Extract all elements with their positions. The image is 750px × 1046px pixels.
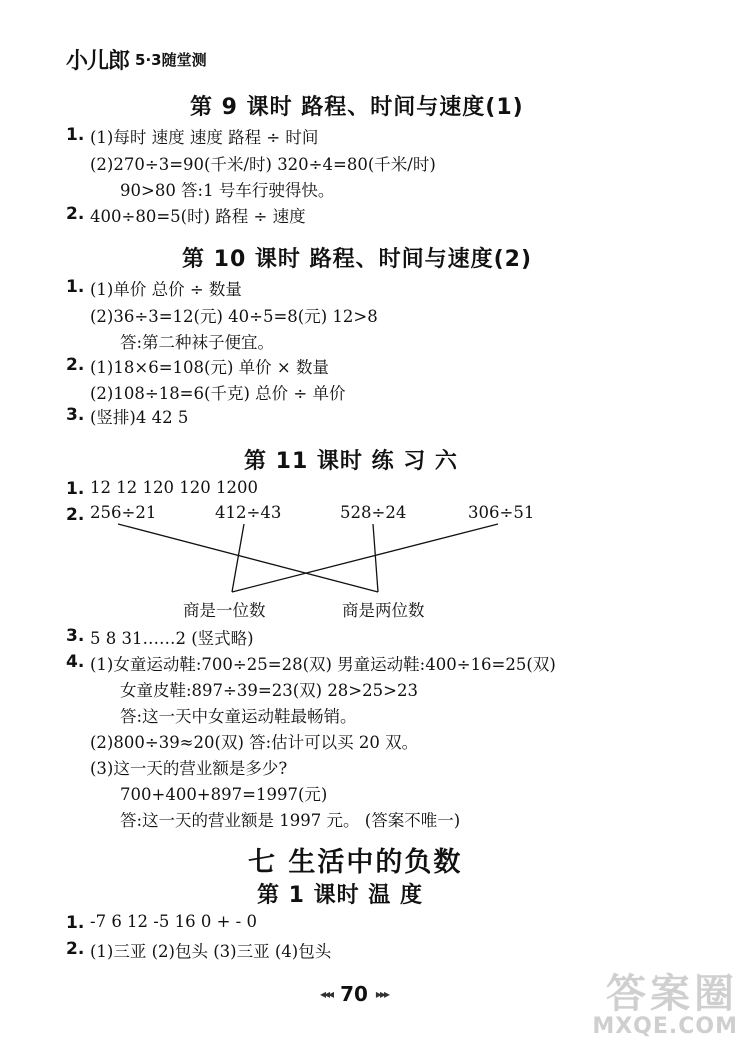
- brand-logo: 小儿郎: [66, 49, 130, 74]
- page-footer: [320, 982, 388, 1006]
- s10-q1-number: 1.: [66, 277, 85, 297]
- s10-q1-line2: (2)36÷3=12(元) 40÷5=8(元) 12>8: [90, 307, 378, 326]
- s10-q1-line3: 答:第二种袜子便宜。: [120, 333, 275, 352]
- expr-528-24: 528÷24: [340, 503, 407, 522]
- expr-256-21: 256÷21: [90, 503, 157, 522]
- s9-q2-line1: 400÷80=5(时) 路程 ÷ 速度: [90, 207, 306, 226]
- section-11-title: 第 11 课时 练 习 六: [244, 449, 458, 474]
- s10-q3-number: 3.: [66, 405, 85, 425]
- s11-q3-number: 3.: [66, 626, 85, 646]
- s9-q1-line2: (2)270÷3=90(千米/时) 320÷4=80(千米/时): [90, 155, 436, 174]
- ch7-q1-line1: -7 6 12 -5 16 0 + - 0: [90, 912, 257, 931]
- watermark-line1: 答案圈: [606, 970, 738, 1017]
- s11-q4-line3: 答:这一天中女童运动鞋最畅销。: [120, 707, 357, 726]
- section-9-title: 第 9 课时 路程、时间与速度(1): [190, 95, 524, 120]
- match-line-412-43: [232, 524, 244, 592]
- s11-q1-number: 1.: [66, 479, 85, 499]
- ch7-q1-number: 1.: [66, 913, 85, 933]
- s11-q4-line1: (1)女童运动鞋:700÷25=28(双) 男童运动鞋:400÷16=25(双): [90, 655, 556, 674]
- section-10-title: 第 10 课时 路程、时间与速度(2): [182, 247, 533, 272]
- ch7-q2-line1: (1)三亚 (2)包头 (3)三亚 (4)包头: [90, 942, 332, 961]
- chapter-7-title: 七 生活中的负数: [248, 847, 463, 878]
- match-line-306-51: [232, 524, 498, 592]
- s11-q1-line1: 12 12 120 120 1200: [90, 478, 258, 497]
- label-two-digit-quotient: 商是两位数: [342, 601, 425, 620]
- s11-q3-line1: 5 8 31……2 (竖式略): [90, 629, 254, 648]
- s11-q4-line4: (2)800÷39≈20(双) 答:估计可以买 20 双。: [90, 733, 419, 752]
- s9-q1-line3: 90>80 答:1 号车行驶得快。: [120, 181, 335, 200]
- match-line-256-21: [118, 524, 378, 592]
- page-number: 70: [340, 982, 368, 1006]
- s9-q2-number: 2.: [66, 204, 85, 224]
- s10-q2-line2: (2)108÷18=6(千克) 总价 ÷ 单价: [90, 384, 346, 403]
- s10-q1-line1: (1)单价 总价 ÷ 数量: [90, 280, 242, 299]
- brand-series: 5·3随堂测: [135, 51, 207, 69]
- s11-q4-line2: 女童皮鞋:897÷39=23(双) 28>25>23: [120, 681, 418, 700]
- watermark: [592, 970, 738, 1039]
- s11-q4-line6: 700+400+897=1997(元): [120, 785, 328, 804]
- s11-q2-number: 2.: [66, 505, 85, 525]
- s10-q2-number: 2.: [66, 355, 85, 375]
- s10-q3-line1: (竖排)4 42 5: [90, 408, 189, 427]
- match-line-528-24: [373, 524, 378, 592]
- right-arrows-icon: ▸▸▸: [375, 987, 388, 1001]
- s10-q2-line1: (1)18×6=108(元) 单价 × 数量: [90, 358, 329, 377]
- left-arrows-icon: ◂◂◂: [320, 987, 333, 1001]
- chapter-7-lesson-1-title: 第 1 课时 温 度: [257, 883, 423, 908]
- s11-q4-line7: 答:这一天的营业额是 1997 元。 (答案不唯一): [120, 811, 461, 830]
- expr-306-51: 306÷51: [468, 503, 535, 522]
- ch7-q2-number: 2.: [66, 939, 85, 959]
- watermark-line2: MXQE.COM: [592, 1013, 738, 1039]
- expr-412-43: 412÷43: [215, 503, 282, 522]
- label-one-digit-quotient: 商是一位数: [183, 601, 266, 620]
- s9-q1-number: 1.: [66, 125, 85, 145]
- s11-q4-line5: (3)这一天的营业额是多少?: [90, 759, 288, 778]
- s11-q4-number: 4.: [66, 652, 85, 672]
- s9-q1-line1: (1)每时 速度 速度 路程 ÷ 时间: [90, 128, 319, 147]
